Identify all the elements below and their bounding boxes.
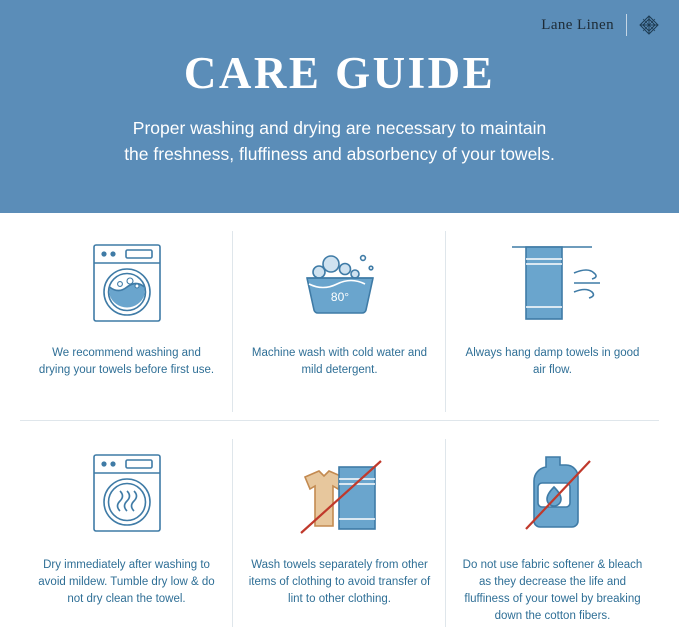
page-subtitle xyxy=(0,115,679,167)
care-tip-6-text: Do not use fabric softener & bleach as they decrease the life and fluffiness of your towel by breaking down the cotton fibers. xyxy=(462,559,643,622)
subtitle-line-1: Proper washing and drying are necessary to maintain xyxy=(132,118,547,138)
care-tip-3-text: Always hang damp towels in good air flow. xyxy=(465,347,640,376)
care-tip-2-text: Machine wash with cold water and mild detergent. xyxy=(251,347,428,376)
diamond-knot-logo-icon xyxy=(639,15,659,35)
basin-temperature-label: 80° xyxy=(330,290,349,304)
care-tip-1-text: We recommend washing and drying your towels before first use. xyxy=(38,347,215,376)
brand-name: Lane Linen xyxy=(541,16,614,33)
care-tip-4 xyxy=(20,421,233,635)
brand-lockup xyxy=(541,14,659,36)
no-fabric-softener-icon xyxy=(498,447,608,539)
care-tip-2 xyxy=(233,213,446,421)
subtitle-line-2: the freshness, fluffiness and absorbency of your towels. xyxy=(124,144,555,164)
brand-divider xyxy=(626,14,627,36)
washing-machine-icon xyxy=(84,237,170,329)
care-tips-grid xyxy=(0,213,679,635)
care-tip-1 xyxy=(20,213,233,421)
care-tip-3 xyxy=(446,213,659,421)
care-tip-4-text: Dry immediately after washing to avoid mildew. Tumble dry low & do not dry clean the towel. xyxy=(38,559,215,605)
tumble-dryer-icon xyxy=(84,447,170,539)
care-tip-6 xyxy=(446,421,659,635)
wash-basin-bubbles-icon xyxy=(285,237,395,329)
care-tip-5-text: Wash towels separately from other items of clothing to avoid transfer of lint to other clothing. xyxy=(248,559,431,605)
page-title: CARE GUIDE xyxy=(183,48,496,98)
care-tip-5 xyxy=(233,421,446,635)
header-banner xyxy=(0,0,679,213)
no-mixed-laundry-icon xyxy=(275,447,405,539)
hanging-towel-airflow-icon xyxy=(488,237,618,329)
